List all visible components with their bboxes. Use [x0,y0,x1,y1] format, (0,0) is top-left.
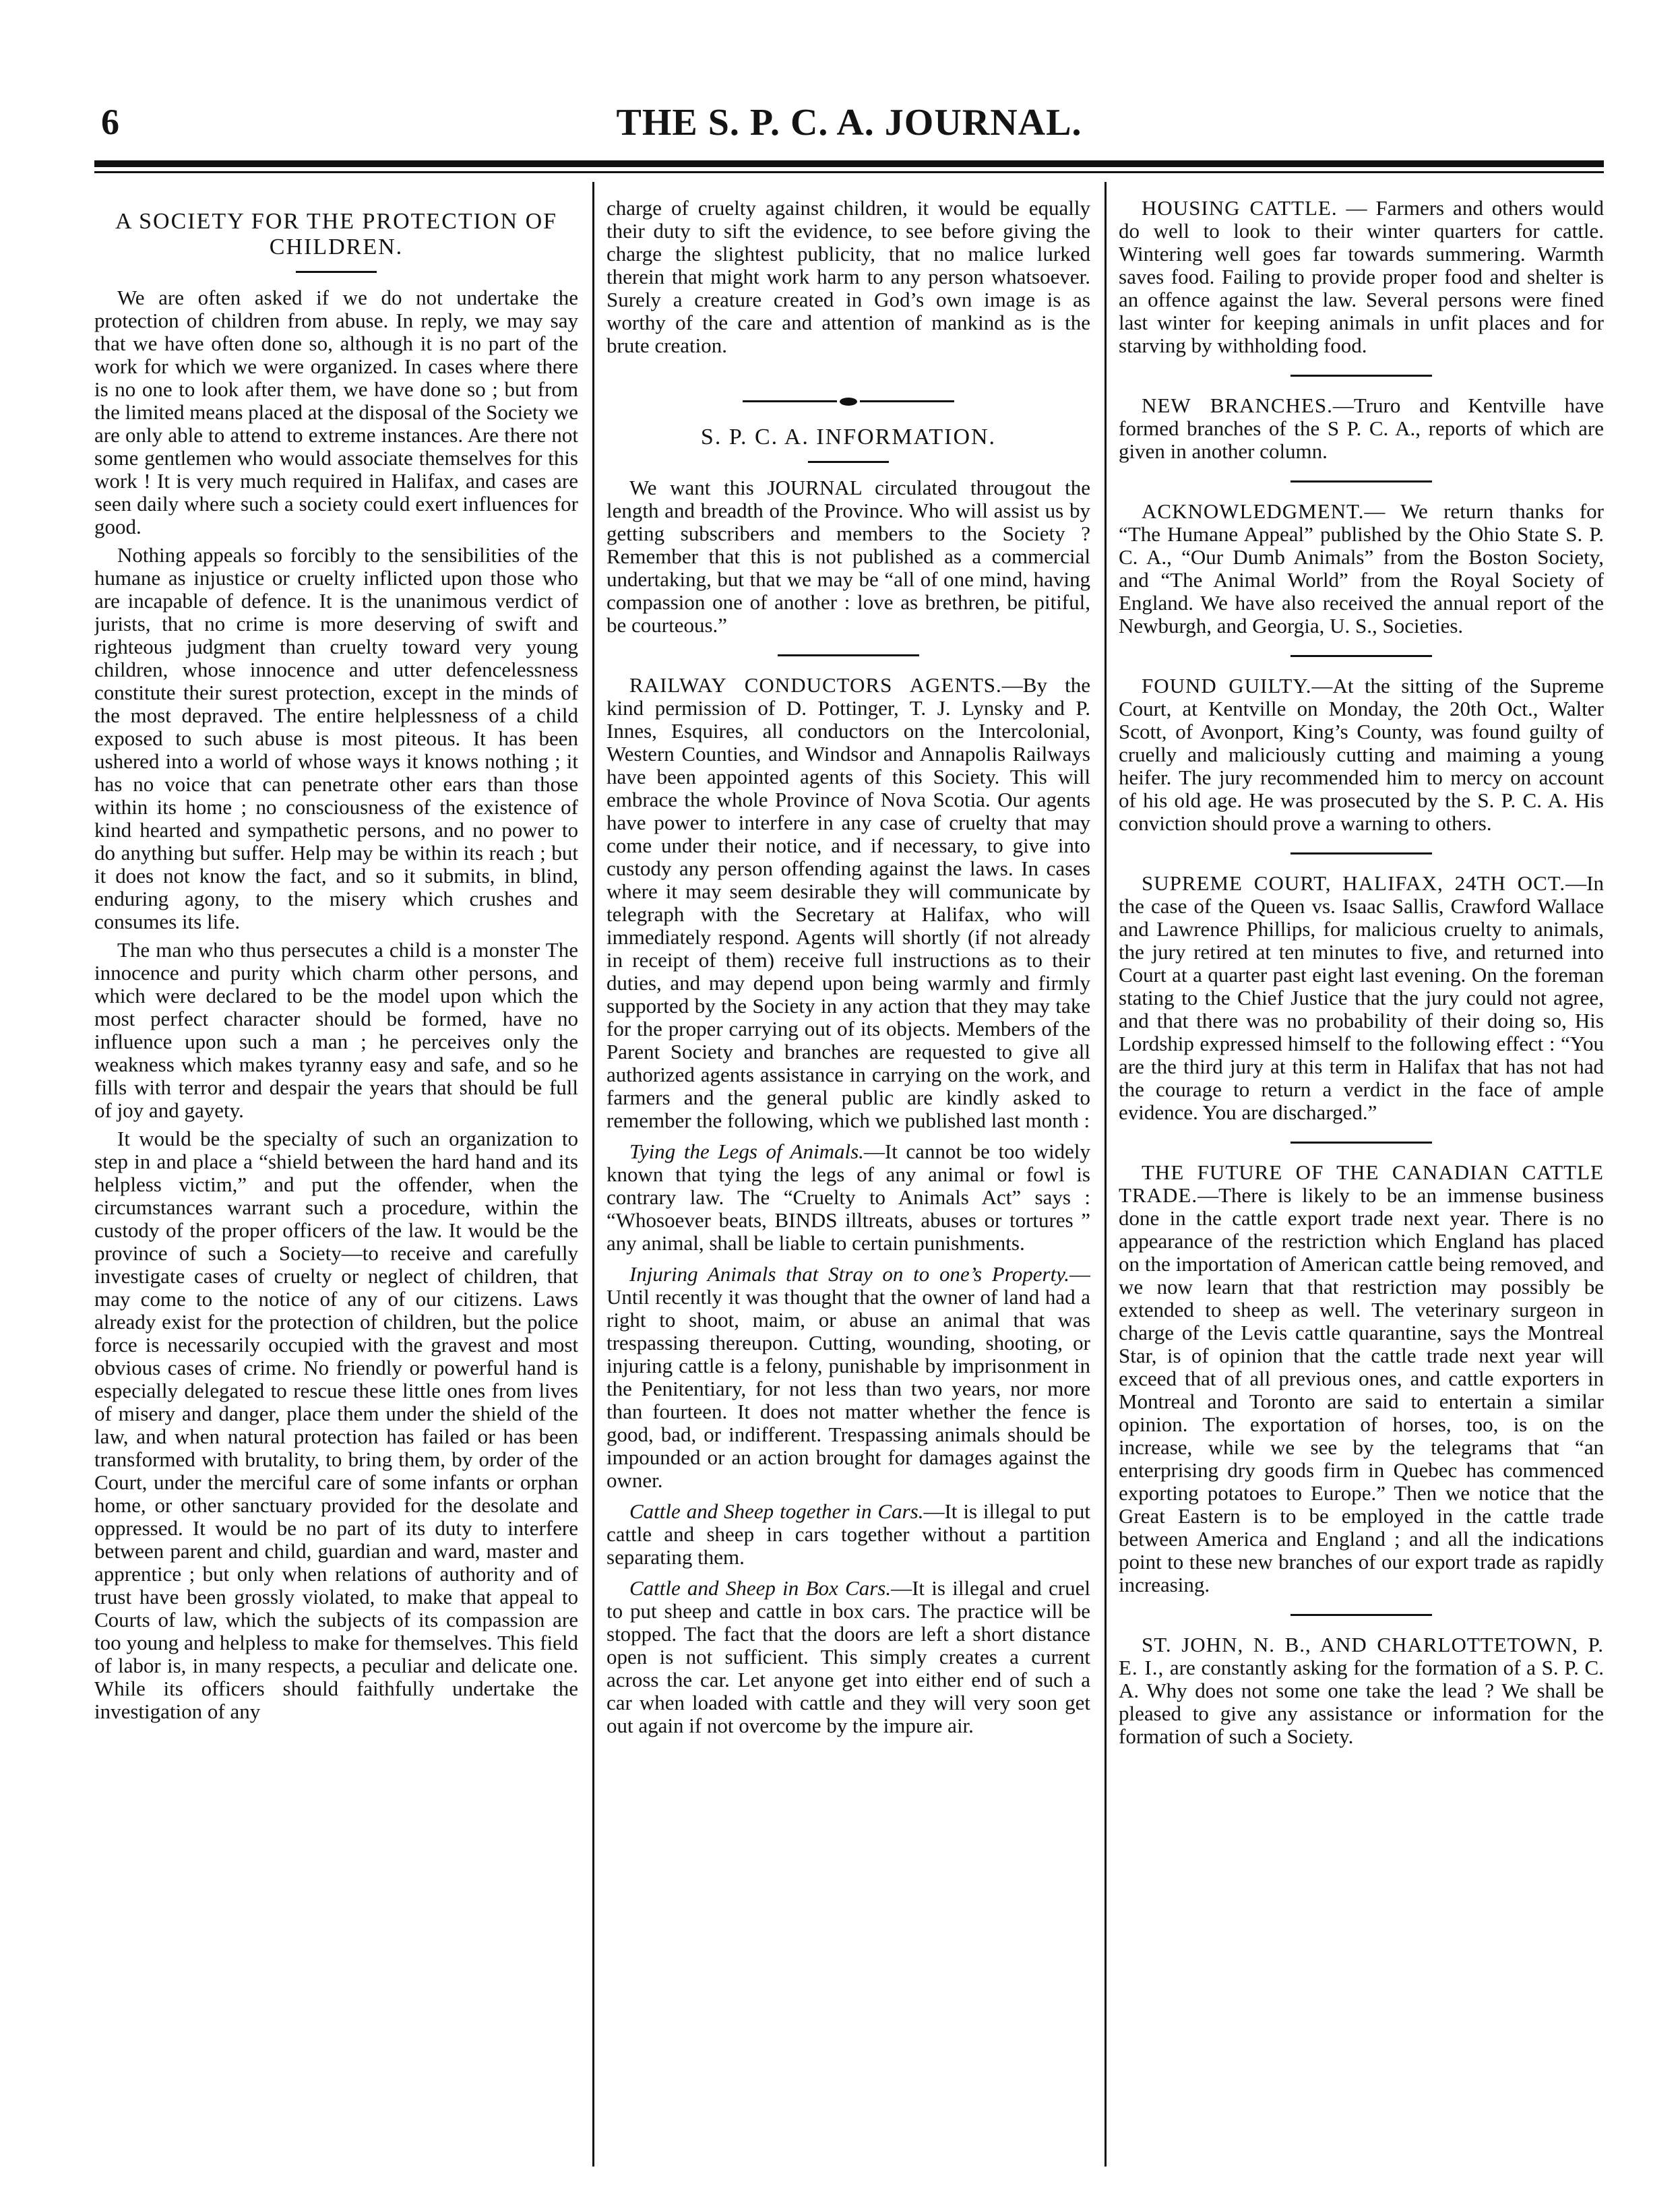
item-title: ST. JOHN, N. B., AND CHARLOTTETOWN, P. E. I., [1119,1633,1604,1679]
item-separator [1290,480,1432,482]
item-text: — Farmers and others would do well to look to their winter quarters for cattle. Wintering well goes far towards summering. Warmth saves food. Failing to provide proper food and shelter is an offence against the law. Several persons were fined last winter for keeping animals in unfit places and for starving by withholding food. [1119,197,1604,357]
section-intro: We want this JOURNAL circulated througout the length and breadth of the Province. Who will assist us by getting subscribers and members to the Society ? Remember that this is not published as a commercial undertaking, but that we may be “all of one mind, having compassion one of another : love as brethren, be pitiful, be courteous.” [606,476,1090,637]
item-title: ACKNOWLEDGMENT. [1142,499,1365,523]
item-text: —It is illegal and cruel to put sheep and cattle in box cars. The practice will be stopped. The fact that the doors are left a short distance open is not sufficient. This simply creates a current across the car. Let anyone get into either end of such a car when loaded with cattle and they will very soon get out again if not overcome by the impure air. [606,1576,1090,1737]
news-item [1119,675,1604,835]
news-item [1119,872,1604,1124]
journal-title: THE S. P. C. A. JOURNAL. [616,102,1082,144]
column-3 [1119,197,1604,2165]
item-text: —Truro and Kentville have formed branches of the S P. C. A., reports of which are given in another column. [1119,394,1604,463]
header-rule-thick [94,160,1604,167]
news-item [606,1577,1090,1737]
item-title: THE FUTURE OF THE CANADIAN CATTLE TRADE. [1119,1160,1604,1207]
article-paragraph: Nothing appeals so forcibly to the sensibilities of the humane as injustice or cruelty inflicted upon those who are incapable of defence. It is the unanimous verdict of jurists, that no crime is more deserving of swift and righteous judgment than cruelty toward very young children, whose innocence and utter defencelessness constitute their surest protection, except in the minds of the most depraved. The entire helplessness of a child exposed to such abuse is most piteous. It has been ushered into a world of whose ways it knows nothing ; it has no voice that can penetrate other ears than those within its home ; no consciousness of the existence of kind hearted and sympathetic persons, and no power to do anything but suffer. Help may be within its reach ; but it does not know the fact, and so it submits, in blind, enduring agony, to the misery which crushes and consumes its life. [94,543,578,933]
page-number: 6 [101,102,119,142]
heading-rule [808,461,889,463]
item-title: NEW BRANCHES. [1142,394,1333,417]
item-text: —Until recently it was thought that the owner of land had a right to shoot, maim, or abuse an animal that was trespassing thereupon. Cutting, wounding, shooting, or injuring cattle is a felony, punishable by imprisonment in the Penitentiary, for not less than two years, nor more than fourteen. It does not matter whether the fence is good, bad, or indifferent. Trespassing animals should be impounded or an action brought for damages against the owner. [606,1262,1090,1492]
article-paragraph: We are often asked if we do not undertake the protection of children from abuse. In reply, we may say that we have often done so, although it is no part of the work for which we were organized. In cases where there is no one to look after them, we have done so ; but from the limited means placed at the disposal of the Society we are only able to attend to extreme instances. Are there not some gentlemen who would associate themselves for this work ! It is very much required in Halifax, and cases are seen daily where such a society could exert influences for good. [94,286,578,538]
item-title: SUPREME COURT, HALIFAX, 24TH OCT. [1142,871,1566,895]
news-item [1119,1633,1604,1748]
article-continuation: charge of cruelty against children, it would be equally their duty to sift the evidence, to see before giving the charge the slightest publicity, that no malice lurked therein that might work harm to any person whatsoever. Surely a creature created in God’s own image is as worthy of the care and attention of mankind as is the brute creation. [606,197,1090,357]
column-1 [94,197,578,2165]
item-text: —In the case of the Queen vs. Isaac Sallis, Crawford Wallace and Lawrence Phillips, for malicious cruelty to animals, the jury retired at ten minutes to five, and returned into Court at a quarter past eight last evening. On the foreman stating to the Chief Justice that the jury could not agree, and that there was no probability of their doing so, His Lordship expressed himself to the following effect : “You are the third jury at this term in Halifax that has not had the courage to return a verdict in the face of ample evidence. You are discharged.” [1119,871,1604,1124]
item-text: —At the sitting of the Supreme Court, at Kentville on Monday, the 20th Oct., Walter Scott, of Avonport, King’s County, was found guilty of cruelly and maliciously cutting and maiming a young heifer. The jury recommended him to mercy on account of his old age. He was prosecuted by the S. P. C. A. His conviction should prove a warning to others. [1119,674,1604,835]
article-paragraph: The man who thus persecutes a child is a monster The innocence and purity which charm other persons, and which were declared to be the model upon which the most perfect character should be formed, have no influence upon such a man ; he perceives only the weakness which makes tyranny easy and safe, and so he fills with terror and despair the years that should be full of joy and gayety. [94,938,578,1122]
item-separator [778,654,919,656]
item-separator [1290,375,1432,377]
item-title: Cattle and Sheep in Box Cars. [629,1576,892,1600]
item-text: are constantly asking for the formation of a S. P. C. A. Why does not some one take the lead ? We shall be pleased to give any assistance or information for the formation of such a Society. [1119,1656,1604,1748]
item-text: —By the kind permission of D. Pottinger, T. J. Lynsky and P. Innes, Esquires, all conductors on the Intercolonial, Western Counties, and Windsor and Annapolis Railways have been appointed agents of this Society. This will embrace the whole Province of Nova Scotia. Our agents have power to interfere in any case of cruelty that may come under their notice, and if necessary, to give into custody any person offending against the laws. In cases where it may seem desirable they will communicate by telegraph with the Secretary at Halifax, who will immediately respond. Agents will shortly (if not already in receipt of them) receive full instructions as to their duties, and may depend upon being warmly and firmly supported by the Society in any action that they may take for the proper carrying out of its objects. Members of the Parent Society and branches are requested to give all authorized agents assistance in carrying on the work, and farmers and the general public are kindly asked to remember the following, which we published last month : [606,673,1090,1132]
news-item [606,1140,1090,1255]
news-item [606,1500,1090,1569]
news-item [606,1263,1090,1492]
news-item [1119,1161,1604,1596]
page-header [94,101,1604,148]
section-ornament [606,388,1090,402]
item-separator [1290,852,1432,854]
item-title: Tying the Legs of Animals. [629,1140,864,1163]
column-2 [606,197,1090,2165]
news-item [606,674,1090,1132]
section-heading: S. P. C. A. INFORMATION. [700,425,997,449]
item-title: HOUSING CATTLE. [1142,197,1338,220]
item-text: —There is likely to be an immense business done in the cattle export trade next year. There is no appearance of the restriction which England has placed on the importation of American cattle being removed, and we now learn that that restriction may possibly be extended to sheep as well. The veterinary surgeon in charge of the Levis cattle quarantine, says the Montreal Star, is of opinion that the cattle trade next year will exceed that of all previous ones, and cattle exporters in Montreal and Toronto are said to entertain a similar opinion. The exportation of horses, too, is on the increase, while we see by the telegrams that “an enterprising dry goods firm in Quebec has commenced exporting potatoes to Europe.” Then we notice that the Great Eastern is to be employed in the cattle trade between America and England ; and all the indications point to these new branches of our export trade as rapidly increasing. [1119,1183,1604,1596]
item-separator [1290,655,1432,657]
item-separator [1290,1614,1432,1616]
news-item [1119,394,1604,463]
column-divider [592,182,594,2167]
item-title: Injuring Animals that Stray on to one’s Property. [629,1262,1069,1286]
item-text: —It cannot be too widely known that tying the legs of any animal or fowl is contrary law. The “Cruelty to Animals Act” says : “Whosoever beats, BINDS illtreats, abuses or tortures ” any animal, shall be liable to certain punishments. [606,1140,1090,1255]
item-title: RAILWAY CONDUCTORS AGENTS. [629,673,1002,697]
header-rule-thin [94,171,1604,173]
article-paragraph: It would be the specialty of such an organization to step in and place a “shield between the hard hand and its helpless victim,” and put the offender, when the circumstances warrant such a procedure, within the custody of the proper officers of the law. It would be the province of such a Society—to receive and carefully investigate cases of cruelty or neglect of children, that may come to the notice of any of our citizens. Laws already exist for the protection of children, but the police force is necessarily occupied with the gravest and most obvious cases of crime. No friendly or powerful hand is especially delegated to rescue these little ones from lives of misery and danger, place them under the shield of the law, and when natural protection has failed or has been transformed with brutality, to bring them, by order of the Court, under the merciful care of some infants or orphan home, or other sanctuary provided for the desolate and oppressed. It would be no part of its duty to interfere between parent and child, guardian and ward, master and apprentice ; but only when relations of authority and of trust have been grossly violated, to make that appeal to Courts of law, which the subjects of its compassion are too young and helpless to make for themselves. This field of labor is, in many respects, a peculiar and delicate one. While its officers should faithfully undertake the investigation of any [94,1127,578,1723]
item-separator [1290,1142,1432,1144]
heading-rule [296,271,377,273]
news-item [1119,500,1604,637]
news-item [1119,197,1604,357]
item-text: — We return thanks for “The Humane Appeal” published by the Ohio State S. P. C. A., “Our Dumb Animals” from the Boston Society, and “The Animal World” from the Royal Society of England. We have also received the annual report of the Newburgh, and Georgia, U. S., Societies. [1119,499,1604,637]
article-heading: A SOCIETY FOR THE PROTECTION OF CHILDREN. [115,209,558,259]
item-title: Cattle and Sheep together in Cars. [629,1499,924,1523]
item-title: FOUND GUILTY. [1142,674,1312,697]
item-text: —It is illegal to put cattle and sheep in cars together without a partition separating them. [606,1499,1090,1569]
column-divider [1105,182,1107,2167]
